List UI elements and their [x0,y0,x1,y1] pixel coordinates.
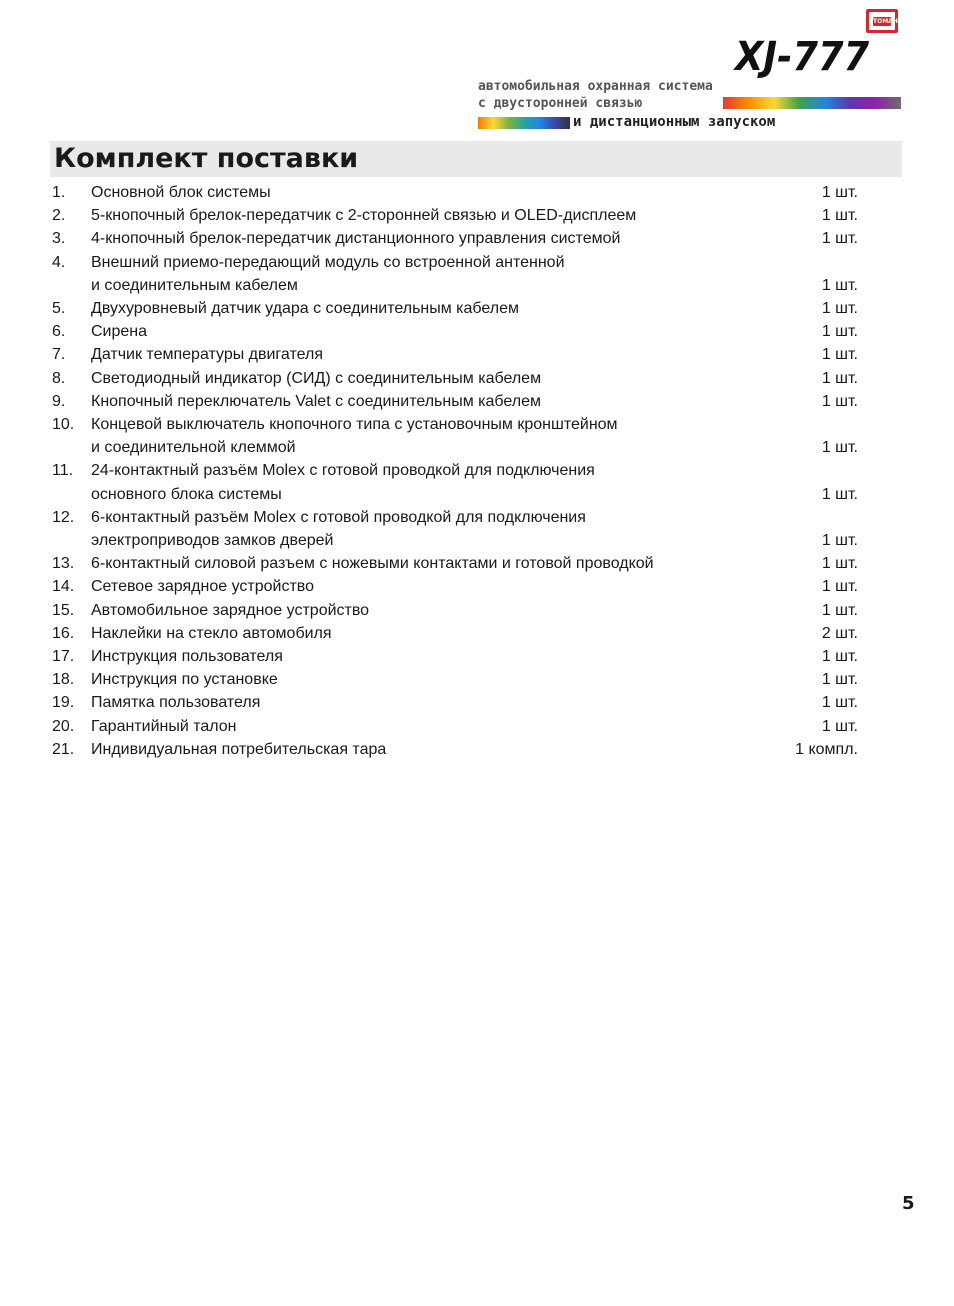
item-quantity: 1 шт. [821,694,858,712]
item-description-line: Наклейки на стекло автомобиля [91,624,332,642]
item-quantity: 1 шт. [821,671,858,689]
model-name: XJ-777 [735,34,870,80]
item-number: 18. [52,671,75,689]
tagline-line-2: с двусторонней связью [478,96,643,111]
color-spectrum-bar-short [478,117,570,129]
item-number: 11. [52,462,74,480]
item-quantity: 1 шт. [821,207,858,225]
list-item [52,320,858,343]
list-item [52,738,858,761]
item-description-line: Памятка пользователя [91,694,261,712]
item-number: 10. [52,416,75,434]
item-number: 7. [52,346,66,364]
list-item [52,668,858,691]
item-description [91,645,711,668]
item-description [91,459,711,505]
item-description-line: Сирена [91,323,148,341]
item-description [91,227,711,250]
list-item [52,691,858,714]
item-number: 16. [52,624,75,642]
list-item [52,390,858,413]
item-number: 17. [52,648,75,666]
page-title: Комплект поставки [54,143,359,174]
item-quantity: 1 шт. [821,346,858,364]
item-description-line: Двухуровневый датчик удара с соединительным кабелем [91,300,520,318]
list-item [52,715,858,738]
item-number: 9. [52,392,66,410]
item-description [91,251,711,297]
item-description [91,668,711,691]
list-item [52,645,858,668]
item-number: 2. [52,207,66,225]
item-description-line: Кнопочный переключатель Valet с соединительным кабелем [91,392,542,410]
item-description-line: 4-кнопочный брелок-передатчик дистанционного управления системой [91,230,621,248]
item-description [91,715,711,738]
item-description [91,691,711,714]
item-quantity: 1 шт. [821,276,858,294]
item-description-line: и соединительным кабелем [91,276,298,294]
item-description-line: 6-контактный разъём Molex с готовой проводкой для подключения [91,508,586,526]
item-quantity: 1 шт. [821,578,858,596]
item-description-line: Внешний приемо-передающий модуль со встроенной антенной [91,253,565,271]
item-quantity: 1 шт. [821,184,858,201]
item-description-line: Автомобильное зарядное устройство [91,601,370,619]
item-description-line: Светодиодный индикатор (СИД) с соединительным кабелем [91,369,542,387]
item-description-line: 6-контактный силовой разъем с ножевыми контактами и готовой проводкой [91,555,654,573]
color-spectrum-bar [723,97,901,109]
list-item [52,297,858,320]
item-quantity: 1 шт. [821,439,858,457]
item-description [91,343,711,366]
list-item [52,251,858,297]
item-number: 19. [52,694,75,712]
item-description-line: электроприводов замков дверей [91,532,334,550]
item-quantity: 1 шт. [821,300,858,318]
list-item [52,227,858,250]
item-number: 5. [52,300,66,318]
brand-logo [866,9,914,33]
item-number: 4. [52,253,66,271]
item-description-line: 24-контактный разъём Molex с готовой проводкой для подключения [91,462,595,480]
list-item [52,181,858,204]
item-description-line: Основной блок системы [91,184,271,201]
list-item [52,622,858,645]
item-number: 1. [52,184,66,201]
item-quantity: 1 шт. [821,323,858,341]
list-item [52,413,858,459]
item-number: 8. [52,369,66,387]
brand-logo-text: TOMAHAWK [873,17,914,25]
item-quantity: 1 шт. [821,392,858,410]
item-description [91,390,711,413]
item-description-line: Датчик температуры двигателя [91,346,323,364]
item-description [91,320,711,343]
list-item [52,204,858,227]
item-quantity: 1 шт. [821,532,858,550]
item-quantity: 1 шт. [821,601,858,619]
item-quantity: 1 шт. [821,555,858,573]
item-description [91,413,711,459]
item-description [91,738,711,761]
tagline-line-1: автомобильная охранная система [478,79,713,94]
item-number: 3. [52,230,66,248]
page-number: 5 [902,1193,915,1214]
item-description [91,575,711,598]
list-item [52,599,858,622]
item-description [91,297,711,320]
list-item [52,575,858,598]
item-description-line: Индивидуальная потребительская тара [91,740,387,758]
item-description-line: Инструкция пользователя [91,648,283,666]
list-item [52,367,858,390]
item-number: 20. [52,717,75,735]
item-number: 15. [52,601,75,619]
tagline-line-3: и дистанционным запуском [573,114,776,130]
delivery-contents-list [52,181,858,761]
item-number: 12. [52,508,75,526]
item-quantity: 1 шт. [821,369,858,387]
item-quantity: 1 шт. [821,230,858,248]
list-item [52,343,858,366]
item-description-line: Гарантийный талон [91,717,237,735]
item-quantity: 1 шт. [821,648,858,666]
item-quantity: 1 компл. [795,740,858,758]
list-item [52,506,858,552]
list-item [52,459,858,505]
section-title-bar [50,141,902,177]
item-description [91,181,711,204]
item-quantity: 1 шт. [821,485,858,503]
item-description-line: Инструкция по установке [91,671,278,689]
item-quantity: 1 шт. [821,717,858,735]
item-description [91,599,711,622]
item-quantity: 2 шт. [821,624,858,642]
item-number: 21. [52,740,75,758]
item-description-line: 5-кнопочный брелок-передатчик с 2-сторонней связью и OLED-дисплеем [91,207,637,225]
item-number: 6. [52,323,66,341]
item-number: 14. [52,578,75,596]
item-description [91,552,711,575]
item-number: 13. [52,555,75,573]
item-description [91,204,711,227]
item-description [91,506,711,552]
item-description-line: и соединительной клеммой [91,439,296,457]
item-description [91,622,711,645]
item-description-line: основного блока системы [91,485,282,503]
item-description-line: Сетевое зарядное устройство [91,578,314,596]
item-description-line: Концевой выключатель кнопочного типа с установочным кронштейном [91,416,618,434]
list-item [52,552,858,575]
item-description [91,367,711,390]
